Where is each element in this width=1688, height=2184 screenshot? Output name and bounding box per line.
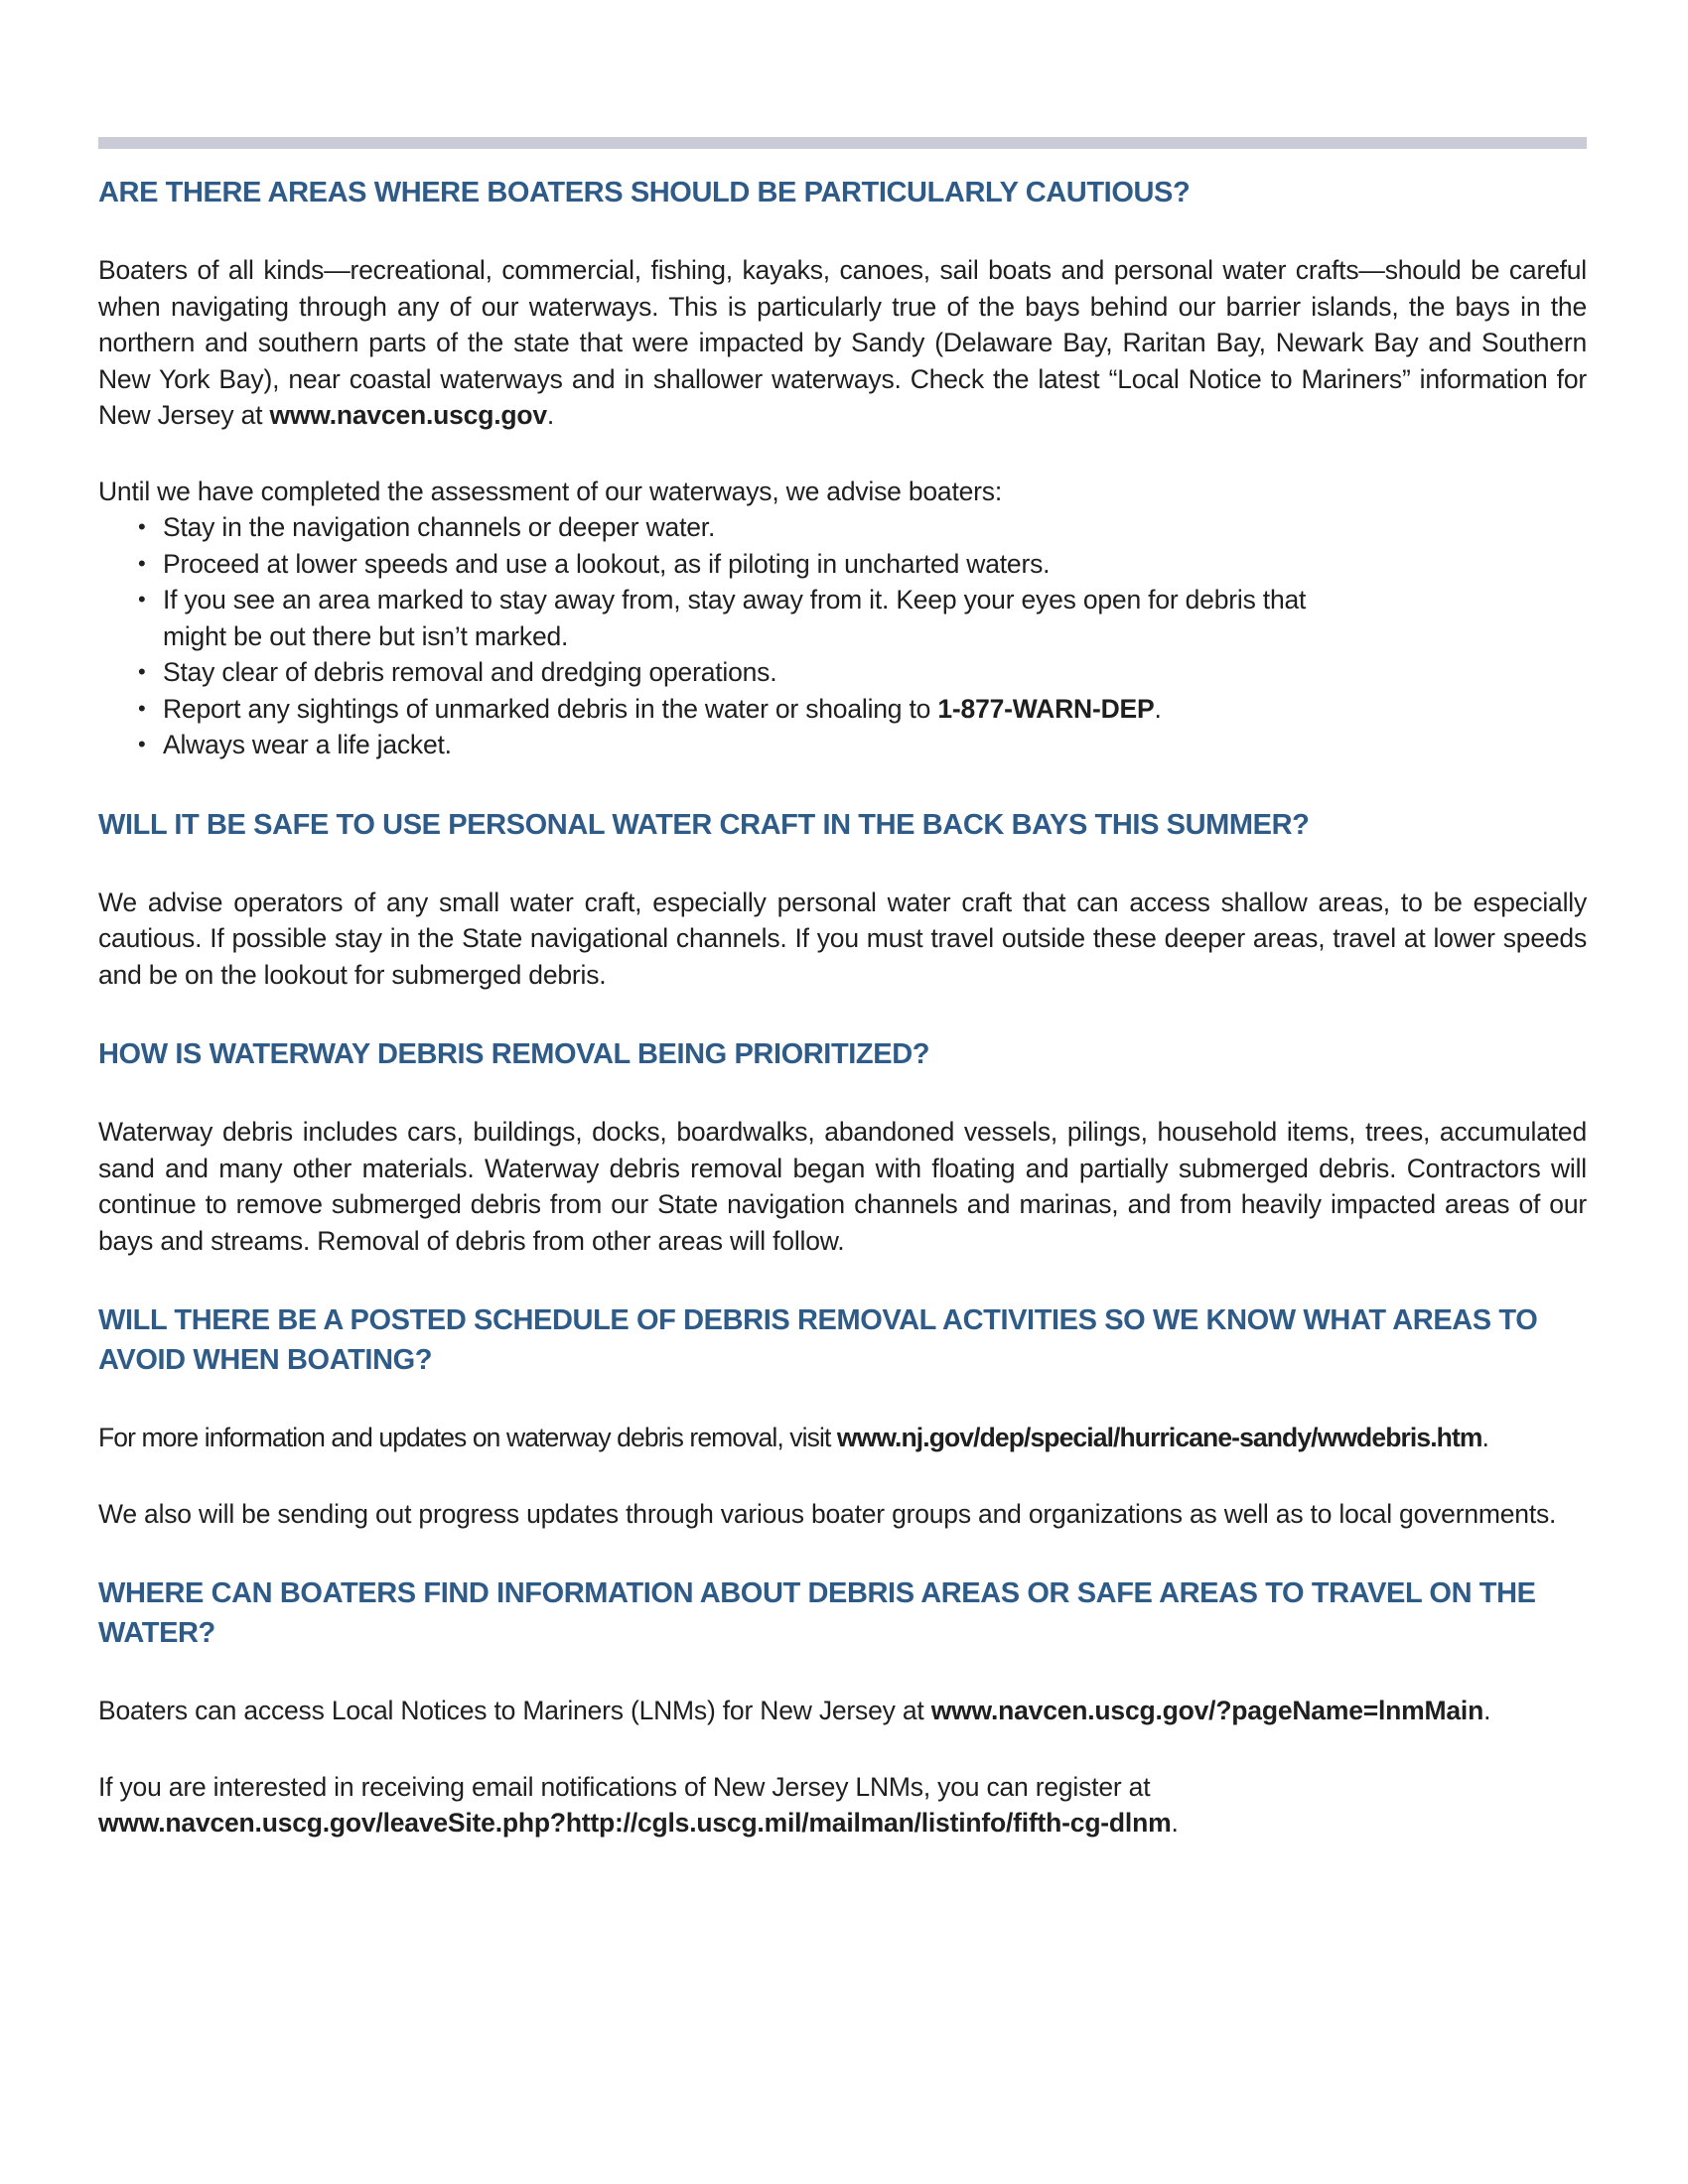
paragraph-text: . bbox=[546, 400, 555, 430]
list-item bbox=[138, 546, 1587, 583]
bullet-icon: • bbox=[138, 514, 146, 539]
link-lnm-main[interactable]: www.navcen.uscg.gov/?pageName=lnmMain bbox=[930, 1696, 1484, 1725]
section-heading: WILL IT BE SAFE TO USE PERSONAL WATER CRAFT IN THE BACK BAYS THIS SUMMER? bbox=[98, 808, 1310, 841]
section-cautious-areas bbox=[98, 173, 1587, 763]
section-paragraph: We also will be sending out progress updates through various boater groups and organizations as well as to local governments. bbox=[98, 1498, 1557, 1529]
section-debris-prioritization bbox=[98, 1034, 1587, 1259]
list-item bbox=[138, 509, 1587, 546]
list-item-text: If you see an area marked to stay away from, stay away from it. Keep your eyes open for debris that bbox=[163, 585, 1307, 614]
section-heading: WHERE CAN BOATERS FIND INFORMATION ABOUT DEBRIS AREAS OR SAFE AREAS TO TRAVEL ON THE WATER? bbox=[98, 1577, 1536, 1649]
advice-list bbox=[98, 509, 1587, 763]
section-paragraph bbox=[98, 1420, 1587, 1456]
list-item bbox=[138, 582, 1587, 654]
list-item bbox=[138, 654, 1587, 691]
paragraph-text: . bbox=[1483, 1696, 1491, 1725]
list-item-text: Proceed at lower speeds and use a lookout, as if piloting in uncharted waters. bbox=[163, 548, 1051, 579]
top-divider-rule bbox=[98, 137, 1587, 149]
list-item-text: . bbox=[1154, 693, 1162, 724]
bullet-icon: • bbox=[138, 695, 146, 721]
paragraph-text: Boaters can access Local Notices to Mariners (LNMs) for New Jersey at bbox=[98, 1696, 931, 1725]
paragraph-text: If you are interested in receiving email notifications of New Jersey LNMs, you can register at bbox=[98, 1771, 1151, 1802]
list-item-text: Stay clear of debris removal and dredging operations. bbox=[163, 657, 777, 687]
link-lnm-register[interactable]: www.navcen.uscg.gov/leaveSite.php?http://cgls.uscg.mil/mailman/listinfo/fifth-cg-dlnm bbox=[98, 1808, 1172, 1838]
document-page bbox=[98, 137, 1587, 1842]
section-posted-schedule bbox=[98, 1300, 1587, 1532]
list-item-text: Report any sightings of unmarked debris in the water or shoaling to bbox=[163, 693, 938, 724]
section-personal-water-craft bbox=[98, 805, 1587, 994]
section-paragraph bbox=[98, 1693, 1587, 1729]
list-item-text: Stay in the navigation channels or deeper water. bbox=[163, 512, 716, 542]
section-paragraph bbox=[98, 252, 1587, 434]
list-item bbox=[138, 691, 1587, 728]
link-wwdebris[interactable]: www.nj.gov/dep/special/hurricane-sandy/wwdebris.htm bbox=[836, 1423, 1482, 1452]
bullet-icon: • bbox=[138, 550, 146, 576]
section-paragraph: We advise operators of any small water craft, especially personal water craft that can access shallow areas, to be especially cautious. If possible stay in the State navigational channels. If you must travel outside these deeper areas, travel at lower speeds and be on the lookout for submerged debris. bbox=[98, 887, 1587, 990]
link-navcen[interactable]: www.navcen.uscg.gov bbox=[269, 400, 547, 430]
paragraph-text: For more information and updates on waterway debris removal, visit bbox=[98, 1423, 837, 1452]
section-paragraph: Waterway debris includes cars, buildings, docks, boardwalks, abandoned vessels, pilings, household items, trees, accumulated sand and many other materials. Waterway debris removal began with floating and partially submerged debris. Contractors will continue to remove submerged debris from our State navigation channels and marinas, and from heavily impacted areas of our bays and streams. Removal of debris from other areas will follow. bbox=[98, 1117, 1587, 1256]
paragraph-text: Boaters of all kinds—recreational, commercial, fishing, kayaks, canoes, sail boats and personal water crafts—should be careful when navigating through any of our waterways. This is particularly true of the bays behind our barrier islands, the bays in the northern and southern parts of the state that were impacted by Sandy (Delaware Bay, Raritan Bay, Newark Bay and Southern New York Bay), near coastal waterways and in shallower waterways. Check the latest “Local Notice to Mariners” information for New Jersey at bbox=[98, 255, 1587, 430]
paragraph-text: . bbox=[1481, 1423, 1488, 1452]
section-heading: ARE THERE AREAS WHERE BOATERS SHOULD BE PARTICULARLY CAUTIOUS? bbox=[98, 177, 1191, 208]
section-paragraph bbox=[98, 1769, 1587, 1842]
bullet-icon: • bbox=[138, 659, 146, 684]
list-item bbox=[138, 727, 1587, 763]
hotline-number: 1-877-WARN-DEP bbox=[937, 693, 1155, 724]
section-boater-information bbox=[98, 1573, 1587, 1842]
section-heading: WILL THERE BE A POSTED SCHEDULE OF DEBRIS REMOVAL ACTIVITIES SO WE KNOW WHAT AREAS TO AVOID WHEN BOATING? bbox=[98, 1304, 1538, 1376]
list-item-text: Always wear a life jacket. bbox=[163, 730, 452, 759]
paragraph-text: . bbox=[1171, 1808, 1179, 1838]
list-item-text-continued: might be out there but isn’t marked. bbox=[163, 620, 569, 651]
section-heading: HOW IS WATERWAY DEBRIS REMOVAL BEING PRIORITIZED? bbox=[98, 1038, 930, 1070]
bullet-icon: • bbox=[138, 587, 146, 612]
bullet-icon: • bbox=[138, 732, 146, 756]
section-paragraph: Until we have completed the assessment of our waterways, we advise boaters: bbox=[98, 476, 1003, 506]
